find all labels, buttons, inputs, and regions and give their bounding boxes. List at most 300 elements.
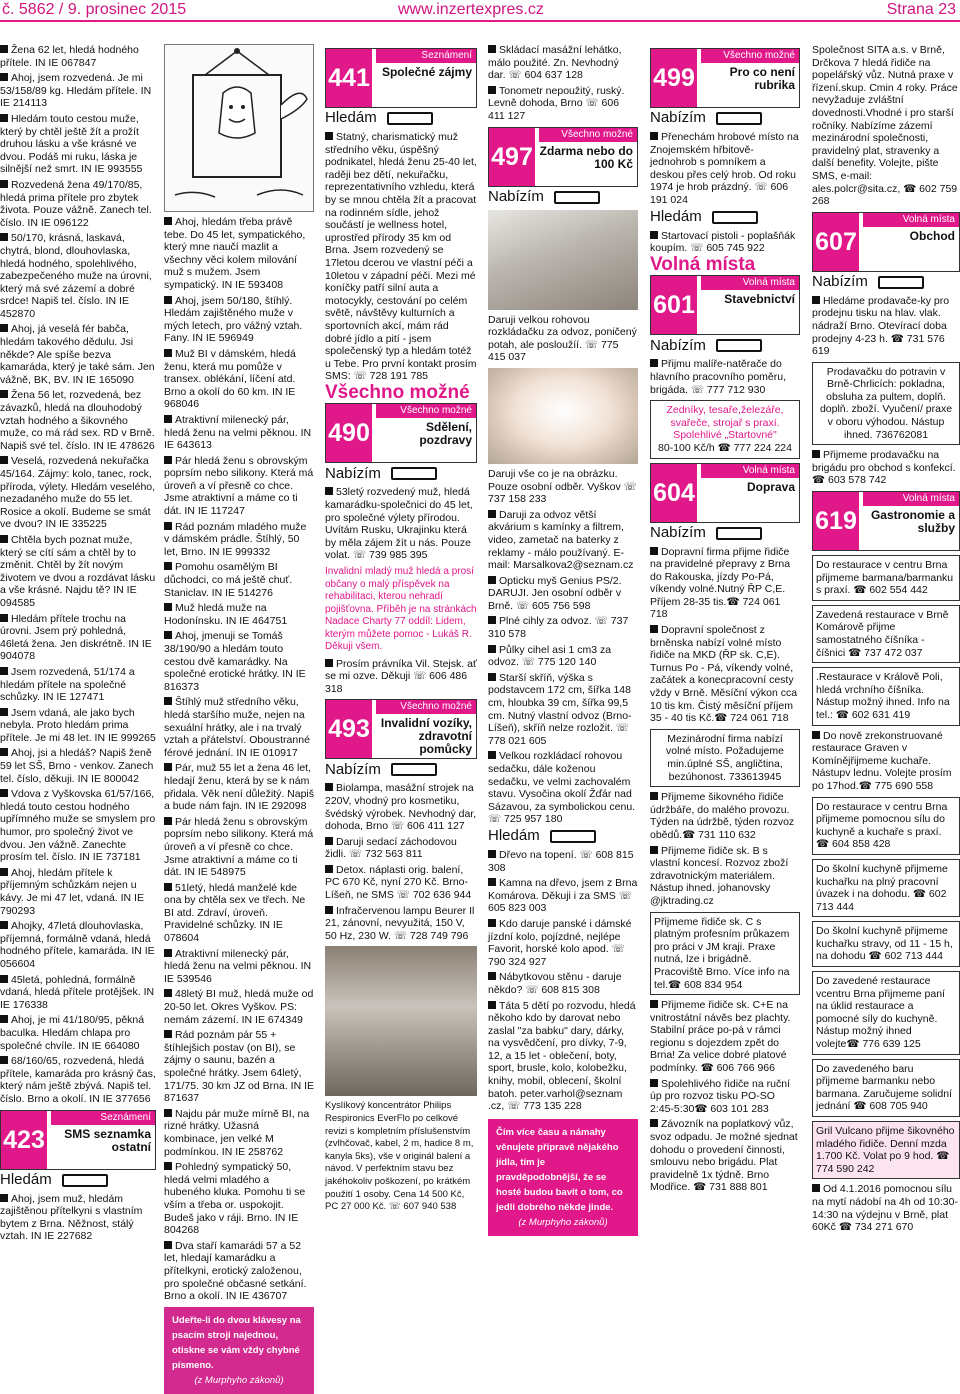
hledam-label: Hledám xyxy=(0,1174,156,1187)
bullet-square-icon xyxy=(488,751,496,759)
nabizim-label: Nabízím xyxy=(325,763,477,776)
column-3 xyxy=(325,44,477,1324)
ad-line: Spolehlivé „Startovné" xyxy=(673,429,777,442)
page-header xyxy=(0,0,960,22)
bullet-square-icon xyxy=(0,1056,8,1064)
boxed-ad xyxy=(650,400,800,458)
ad-text: Ahoj, jsi a hledáš? Napiš ženě 59 let SŠ, Brno - venkov. Zanech tel. číslo, děkuji. IN IE 800042 xyxy=(0,747,154,785)
quote-source: (z Murphyho zákonů) xyxy=(194,1374,284,1386)
bullet-square-icon xyxy=(164,562,172,570)
ad-text: Závozník na poplatkový vůz, svoz odpadu. Je možné sjednat dohodu o provedení činnosti, smlouvu nebo brigádu. Plat pravidelně 1x týdně. Brno Modřice. ☎ 731 888 801 xyxy=(650,1118,798,1194)
bullet-square-icon xyxy=(325,865,333,873)
ad-text: Jsem rozvedená, 51/174 a hledám přítele na společné schůzky. IN IE 127471 xyxy=(0,665,135,704)
site-url[interactable]: www.inzertexpres.cz xyxy=(398,1,544,18)
bullet-square-icon xyxy=(164,1241,172,1249)
ad-item xyxy=(325,864,477,902)
ad-text: Veselá, rozvedená nekuřačka 45/164. Zájmy: kolo, tanec, rock, příroda, výlety. Hledám veselého, nezadaného muže do 55 let. Rosice a okolí. Budeme se smát ve dvou? IN IE 335225 xyxy=(0,455,156,531)
plate-photo xyxy=(488,368,638,464)
bullet-square-icon xyxy=(0,114,8,122)
category-number: 493 xyxy=(326,700,372,758)
bullet-square-icon xyxy=(164,631,172,639)
ad-item xyxy=(488,971,638,996)
ad-item: Hledáme prodavače-ky pro prodejnu tisku na hlav. vlak. nádraží Brno. Otevírací doba prodejny 4-23 h. ☎ 731 576 619 xyxy=(812,294,950,358)
category-604 xyxy=(650,463,800,523)
ad-line: Zedníky, tesaře,železáře, svařeče, strojař s praxí. xyxy=(666,404,784,429)
bullet-square-icon xyxy=(164,1109,172,1117)
photo-caption: Kyslíkový koncentrátor Philips Respironics EverFlo po celkové revizi s kompletním příslušenstvím (zvlhčovač, kabel, 2 m, hadice 8 m, kanyla 5ks), vše v originál balení a návod. V perfektním stavu bez jakéhokoliv poškození, po krátkém použití 1 osoby. Cena 14 500 Kč, PC 27 000 Kč. ☏ 607 940 538 xyxy=(325,1100,474,1213)
bullet-square-icon xyxy=(650,132,658,140)
hledam-label: Hledám xyxy=(325,112,477,125)
ad-text: Pár hledá ženu s obrovským poprsím nebo silikony. Která má úroveň a ví přesně co chce. Jsme atraktivní a máme co ti dát. IN IE 117247 xyxy=(164,454,314,518)
ad-text: Ahoj, jmenuji se Tomáš 38/190/90 a hledám touto cestou dvě kamarádky. Na společné erotické hrátky. IN IE 816373 xyxy=(164,630,306,693)
hledam-label: Hledám xyxy=(650,211,800,224)
ad-line: 80-100 Kč/h ☎ 777 224 224 xyxy=(658,441,792,454)
ad-item xyxy=(164,1108,314,1158)
category-number: 490 xyxy=(326,404,372,462)
bullet-square-icon xyxy=(488,645,496,653)
ad-item xyxy=(0,920,156,970)
ad-text: Muž hledá muže na Hodonínsku. IN IE 464751 xyxy=(164,602,288,627)
nabizim-label: Nabízím xyxy=(650,112,800,125)
ad-item xyxy=(0,232,156,320)
ad-item xyxy=(488,644,638,669)
ad-item xyxy=(650,791,800,841)
ad-item xyxy=(488,575,638,613)
bullet-square-icon xyxy=(650,792,658,800)
ad-text: Kdo daruje panské i dámské jízdní kolo, pojízdné, nejlépe Favorit, horské kolo apod. ☏ 790 324 927 xyxy=(488,917,632,968)
bullet-square-icon xyxy=(325,906,333,914)
ad-item xyxy=(488,849,638,874)
category-name: Zdarma nebo do 100 Kč xyxy=(539,143,633,171)
bullet-square-icon xyxy=(0,73,8,81)
bullet-square-icon xyxy=(0,748,8,756)
bullet-square-icon xyxy=(488,45,496,53)
ad-item xyxy=(0,113,156,176)
boxed-ad: Přijmeme řidiče sk. C s platným profesním průkazem pro práci v JM kraji. Praxe nutná, lze i brigádně. Pracoviště Brno. Více info na tel.☎ 608 834 954 xyxy=(650,912,800,996)
category-number: 441 xyxy=(326,49,372,107)
bullet-square-icon xyxy=(488,616,496,624)
ad-text: Pomohu osamělým BI důchodci, co má ještě chuť. Staniclav. IN IE 514276 xyxy=(164,561,293,599)
ad-item xyxy=(164,630,314,693)
ad-text: Detox. náplasti orig. balení, PC 670 Kč, nyní 270 Kč. Brno-Líšeň, ne SMS ☏ 702 636 944 xyxy=(325,863,472,902)
bullet-square-icon xyxy=(164,603,172,611)
arrow-right-icon xyxy=(554,191,600,204)
ad-text: Rád poznám mladého muže v dámském prádle. Štíhlý, 50 let, Brno. IN IE 999332 xyxy=(164,520,307,558)
ad-item xyxy=(650,131,800,207)
ad-item xyxy=(0,1014,156,1052)
category-group: Seznámení xyxy=(51,1111,155,1125)
bullet-square-icon xyxy=(164,817,172,825)
ad-item xyxy=(0,747,156,785)
bullet-square-icon xyxy=(0,708,8,716)
ad-text: Velkou rozkládací rohovou sedačku, dále koženou sedačku, ve velmi zachovalém stavu. Vysočina okolí Žďár nad Sázavou, za symbolickou cenu. ☏ 725 957 180 xyxy=(488,750,636,826)
category-group: Volná místa xyxy=(701,276,799,290)
ad-item xyxy=(164,696,314,759)
section-heading: Všechno možné xyxy=(325,381,470,403)
bullet-square-icon xyxy=(164,883,172,891)
category-name: Obchod xyxy=(909,228,955,243)
bullet-square-icon xyxy=(325,783,333,791)
ad-item xyxy=(0,974,156,1012)
arrow-left-icon xyxy=(387,112,433,125)
category-601 xyxy=(650,275,800,335)
bullet-square-icon xyxy=(164,217,172,225)
category-number: 607 xyxy=(813,213,859,271)
arrow-right-icon xyxy=(391,467,437,480)
category-name: SMS seznamka ostatní xyxy=(64,1126,151,1154)
category-607 xyxy=(812,212,960,272)
ad-text: 45letá, pohledná, formálně vdaná, hledá přítele protějšek. IN IE 176338 xyxy=(0,973,155,1011)
bullet-square-icon xyxy=(0,868,8,876)
category-name: Invalidní vozíky, zdravotní pomůcky xyxy=(380,716,472,757)
bullet-square-icon xyxy=(164,1162,172,1170)
ad-text: Hledám přítele trochu na úrovni. Jsem prý pohledná, 46letá žena. Jen diskrétně. IN IE 904078 xyxy=(0,612,152,663)
bullet-square-icon xyxy=(650,1000,658,1008)
ad-text: Opticku myš Genius PS/2. DARUJI. Jen osobní odběr v Brně. ☏ 605 756 598 xyxy=(488,574,622,612)
ad-text: Přijmeme šikovného řidiče údržbáře, do malého provozu. Týden na údržbě, týden rozvoz obědů.☎ 731 110 632 xyxy=(650,791,795,841)
murphy-quote-box xyxy=(164,1307,314,1394)
ad-text: Spolehlivého řidiče na ruční úp pro rozvoz tisku PO-SO 2:45-5:30☎ 603 101 283 xyxy=(650,1077,790,1115)
cartoon-icon xyxy=(165,45,313,211)
ad-item xyxy=(0,788,156,864)
category-name: Doprava xyxy=(746,479,795,494)
ad-text: Daruji sedací záchodovou židli. ☏ 732 563 811 xyxy=(325,835,457,861)
bullet-square-icon xyxy=(650,625,658,633)
photo-caption: Daruji vše co je na obrázku. Pouze osobní odběr. Vyškov ☏ 737 158 233 xyxy=(488,467,637,506)
category-group: Všechno možné xyxy=(376,404,476,418)
ad-item xyxy=(650,1118,800,1194)
category-group: Všechno možné xyxy=(539,128,637,142)
bullet-square-icon xyxy=(0,456,8,464)
ad-item xyxy=(0,389,156,452)
ad-item xyxy=(325,782,477,832)
category-499 xyxy=(650,48,800,108)
bullet-square-icon xyxy=(488,86,496,94)
bullet-square-icon xyxy=(0,667,8,675)
ad-text: Ahoj, jsem 50/180, štíhlý. Hledám zajištěného muže v mých letech, pro vážný vztah. Fany. IN IE 596949 xyxy=(164,294,303,345)
bullet-square-icon xyxy=(0,180,8,188)
ad-text: Pohledný sympatický 50, hledá velmi mladého a hubeného kluka. Pomohu ti se vším a třeba or. uspokojit. Budeš jako v ráji. Brno. IN IE 804268 xyxy=(164,1161,306,1237)
category-number: 497 xyxy=(489,128,535,186)
ad-item: Prosím právníka Vil. Stejsk. ať se mi ozve. Děkuji ☏ 606 486 318 xyxy=(325,657,477,695)
ad-text: Ahoj, já veselá fér babča, hledám takového dědulu. Jsi někde? Ale spíše bezva kamaráda, který je také sám. Jen vážně, BK, BV. IN IE 165090 xyxy=(0,323,155,386)
column-4 xyxy=(488,44,638,1324)
category-name: Stavebnictví xyxy=(724,292,795,307)
bullet-square-icon xyxy=(0,921,8,929)
bullet-square-icon xyxy=(164,522,172,530)
bullet-square-icon xyxy=(650,846,658,854)
arrow-left-icon xyxy=(550,830,596,843)
bullet-square-icon xyxy=(325,837,333,845)
ad-item xyxy=(488,44,638,82)
ad-text: Hledám touto cestou muže, který by chtěl ještě žít a prožít druhou lásku a vše krásné ve dvou. Podáš mi ruku, láska je silnější než smrt. IN IE 993555 xyxy=(0,112,143,176)
bullet-square-icon xyxy=(164,1030,172,1038)
page-number: Strana 23 xyxy=(886,1,956,18)
ad-item xyxy=(488,85,638,123)
ad-item xyxy=(164,1240,314,1303)
ad-item xyxy=(0,455,156,531)
quote-source: (z Murphyho zákonů) xyxy=(518,1216,608,1228)
ad-item: Startovací pistoli - poplašňák koupím. ☏ 605 745 922 xyxy=(650,229,796,255)
category-group: Seznámení xyxy=(376,49,476,63)
bullet-square-icon xyxy=(0,45,8,53)
ad-text: Přijmeme řidiče sk. B s vlastní koncesí. Rozvoz zboží zdravotnickým materiálem. Nástup ihned. johanovsky @jktrading.cz xyxy=(650,844,789,907)
bullet-square-icon xyxy=(0,789,8,797)
category-441 xyxy=(325,48,477,108)
ad-item xyxy=(650,624,800,725)
bullet-square-icon xyxy=(0,233,8,241)
ad-text: 68/160/65, rozvedená, hledá přítele, kamaráda pro krásný čas, který nám ještě zbývá. Napiš tel. číslo. Brno a okolí. IN IE 377656 xyxy=(0,1055,156,1105)
bullet-square-icon xyxy=(0,390,8,398)
bullet-square-icon xyxy=(650,547,658,555)
category-number: 601 xyxy=(651,276,697,334)
ad-item xyxy=(0,666,156,704)
bullet-square-icon xyxy=(164,949,172,957)
ad-text: Žena 62 let, hledá hodného přítele. IN IE 067847 xyxy=(0,44,139,69)
ad-item xyxy=(0,44,156,69)
bullet-square-icon xyxy=(164,296,172,304)
ad-item xyxy=(164,948,314,986)
bullet-square-icon xyxy=(325,132,333,140)
ad-item xyxy=(164,521,314,559)
ad-text: Skládací masážní lehátko, málo použité. Zn. Nevhodný dar. ☏ 604 637 128 xyxy=(488,44,622,82)
boxed-ad: Mezinárodní firma nabízí volné místo. Požadujeme min.úplné SŠ, angličtina, bezúhonost. 733613945 xyxy=(650,729,800,787)
bullet-square-icon xyxy=(0,975,8,983)
ad-item xyxy=(164,348,314,411)
ad-item xyxy=(650,999,800,1075)
nabizim-label: Nabízím xyxy=(650,339,800,352)
ad-item: Ahoj, jsem muž, hledám zajištěnou přítelkyni s vlastním bytem z Brna. Něžnost, stálý vztah. IN IE 227682 xyxy=(0,1192,143,1243)
boxed-ad: Gril Vulcano přijme šikovného mladého řidiče. Denní mzda 1.700 Kč. Volat po 9 hod. ☎ 774 590 242 xyxy=(812,1121,960,1179)
ad-text: 51letý, hledá manželé kde ona by chtěla sex ve třech. Ne BI atd. Zdraví, úroveň. Pravidelné schůzky. IN IE 078604 xyxy=(164,881,306,945)
bullet-square-icon xyxy=(0,324,8,332)
ad-text: Plné cihly za odvoz. ☏ 737 310 578 xyxy=(488,615,629,641)
issue-number: č. 5862 / 9. prosinec 2015 xyxy=(2,1,187,18)
category-619 xyxy=(812,491,960,551)
ad-item xyxy=(164,602,314,627)
quote-text: Udeřte-li do dvou klávesy na psacím stroji najednou, otiskne se vám vždy chybné písmeno. xyxy=(172,1314,301,1371)
ad-item xyxy=(164,414,314,452)
boxed-ad: .Restaurace v Králově Poli, hledá vrchního číšníka. Nástup možný ihned. Info na tel.: ☎ 602 631 419 xyxy=(812,667,960,725)
category-group: Volná místa xyxy=(701,464,799,478)
bullet-square-icon xyxy=(0,1015,8,1023)
ad-text: Rád poznám pár 55 + štíhlejšich postav (on BI), se zájmy o saunu, bazén a společné hrátky. Jsem 64letý, 171/75. 30 km JZ od Brna. IN IE 871637 xyxy=(164,1029,314,1105)
ad-text: Starší skříň, výška s podstavcem 172 cm, šířka 148 cm, hloubka 39 cm, šířka 99,5 cm. Nutný vlastní odvoz (Brno-Líšeň), skříň nelze rozložit. ☏ 778 021 605 xyxy=(488,671,632,747)
ad-text: Ahoj, jsem rozvedená. Je mi 53/158/89 kg. Hledám přítele. IN IE 214113 xyxy=(0,72,152,110)
hledam-label: Hledám xyxy=(488,830,638,843)
ad-item xyxy=(0,1055,156,1105)
bullet-square-icon xyxy=(488,576,496,584)
category-group: Volná místa xyxy=(863,213,959,227)
ad-item xyxy=(0,179,156,229)
nabizim-label: Nabízím xyxy=(650,527,800,540)
ad-text: Dva staří kamarádi 57 a 52 let, hledají kamarádku a přítelkyni, erotický založenou, pro společné občasné setkání. Brno a okolí. IN IE 436707 xyxy=(164,1239,307,1303)
arrow-right-icon xyxy=(716,112,762,125)
ad-text: Daruji za odvoz větší akvárium s kamínky a filtrem, video, zametač na baterky z reklamy - málo používaný. E-mail: Marsalkova2@seznam.cz xyxy=(488,508,634,572)
ad-item xyxy=(488,750,638,826)
bullet-square-icon xyxy=(488,919,496,927)
bullet-square-icon xyxy=(488,878,496,886)
ad-text: Biolampa, masážní strojek na 220V, vhodný pro kosmetiku, švédský výrobek. Nevhodný dar, dohoda, Brno ☏ 606 411 127 xyxy=(325,782,477,833)
boxed-ad: Do restaurace v centru Brna přijmeme barmana/barmanku s praxí. ☎ 602 554 442 xyxy=(812,555,960,601)
ad-text: Kamna na dřevo, jsem z Brna Komárova. Děkuji i za SMS ☏ 605 823 003 xyxy=(488,877,638,915)
category-group: Volná místa xyxy=(863,492,959,506)
category-group: Všechno možné xyxy=(701,49,799,63)
ad-item xyxy=(488,672,638,748)
ad-item xyxy=(488,877,638,915)
category-name: Gastronomie a služby xyxy=(870,508,955,536)
ad-item: Do nově zrekonstruované restaurace Graven v Komínějřijmeme kuchaře. Nástupv lednu. Volejte prosím po 17hod.☎ 775 690 558 xyxy=(812,729,952,792)
ad-item xyxy=(164,816,314,879)
bullet-square-icon xyxy=(488,510,496,518)
ad-item xyxy=(0,613,156,663)
ad-text: Vdova z Vyškovska 61/57/166, hledá touto cestou hodného upřímného muže se smyslem pro humor, pro společný život ve dvou. Jen vážně. Zanechte prosím tel. číslo. IN IE 737181 xyxy=(0,788,156,864)
arrow-right-icon xyxy=(716,527,762,540)
photo-caption: Daruji velkou rohovou rozkládačku za odvoz, poničený potah, ale posloužíí. ☏ 775 415 037 xyxy=(488,313,637,364)
category-number: 619 xyxy=(813,492,859,550)
category-group: Všechno možné xyxy=(376,700,476,714)
ad-text: Ahojky, 47letá dlouhovlaska, příjemná, formálně vdaná, hledá hodného přítele, kamaráda. IN IE 056604 xyxy=(0,920,155,970)
ad-text: Půlky cihel asi 1 cm3 za odvoz. ☏ 775 120 140 xyxy=(488,643,612,669)
ad-text: Přenechám hrobové místo na Znojemském hřbitově-jednohrob s pomníkem a deskou přes celý hrob. Od roku 1974 je hrob prázdný. ☏ 606 191 024 xyxy=(650,131,799,206)
ad-item xyxy=(488,509,638,572)
ad-item xyxy=(325,836,477,861)
ad-item xyxy=(164,762,314,812)
ad-text: 48letý BI muž, hledá muže od 20-50 let. Okres Vyškov. PS: nemám zázemí. IN IE 674349 xyxy=(164,988,314,1026)
arrow-left-icon xyxy=(62,1174,108,1187)
arrow-right-icon xyxy=(391,763,437,776)
murphy-quote-box xyxy=(488,1119,638,1236)
ad-text: Přijmeme řidiče sk. C+E na vnitrostátní návěs bez plachty. Stabilní práce po-pá v rámci regionu s dojezdem zpět do Brna! Za velice dobré platové podmínky. ☎ 606 766 966 xyxy=(650,999,791,1075)
ad-text: Ahoj, hledám přítele k příjemným schůzkám nejen u kávy. Je mi 47 let, vdaná. IN IE 790293 xyxy=(0,866,144,917)
bullet-square-icon xyxy=(650,1119,658,1127)
boxed-ad: Prodavačku do potravin v Brně-Chrlicích: pokladna, obsluha za pultem, doplň. doplň. zboží. Vyučení/ praxe v oboru výhodou. Nástup ihned. 736762081 xyxy=(812,362,960,446)
ad-text: Dopravní společnost z brněnska nabízí volné místo řidiče na MKD (ŘP sk. C,E). Turnus Po - Pá, víkendy volné, začátek a konecpracovní cesty vždy v Brně. Měsíční výkon cca 10 tis km. Čistý měsíční příjem 35 - 40 tis Kč.☎ 724 061 718 xyxy=(650,624,798,725)
ad-text: Infračervenou lampu Beurer Il 21, zánovní, nevyužitá, 150 V, 50 Hz, 230 W. ☏ 728 749 796 xyxy=(325,904,475,942)
bullet-square-icon xyxy=(488,1001,496,1009)
category-name: Společné zájmy xyxy=(381,65,472,79)
arrow-right-icon xyxy=(716,339,762,352)
bullet-square-icon xyxy=(488,972,496,980)
ad-item: Od 4.1.2016 pomocnou sílu na mytí nádobí na 4h od 10:30-14:30 na výdejnu v Brně, plat 60Kč ☎ 734 271 670 xyxy=(812,1183,958,1234)
bullet-square-icon xyxy=(164,415,172,423)
ad-text: Ahoj, hledám třeba právě tebe. Do 45 let, sympatického, který mne naučí mazlit a všechny věci kolem milování muž s mužem. Jsem sympatický. IN IE 593408 xyxy=(164,216,306,291)
ad-text: Najdu pár muže mírně BI, na rizné hrátky. Užasná kombinace, jen velké M podmínkou. IN IE 258762 xyxy=(164,1107,310,1158)
bullet-square-icon xyxy=(488,673,496,681)
category-497 xyxy=(488,127,638,187)
boxed-ad: Do školní kuchyně přijmeme kuchařku na plný pracovní úvazek i na dohodu. ☎ 602 713 444 xyxy=(812,859,960,917)
ad-item xyxy=(164,295,314,345)
ad-item xyxy=(164,216,314,292)
ad-text: Muž BI v dámském, hledá ženu, která mu pomůže v transex. oblékání, líčení atd. Brno a okolí do 60 km. IN IE 968046 xyxy=(164,347,296,411)
sofa-photo xyxy=(488,210,638,310)
nabizim-label: Nabízím xyxy=(812,276,960,289)
ad-item xyxy=(325,905,477,943)
nabizim-label: Nabízím xyxy=(325,467,477,480)
bullet-square-icon xyxy=(164,763,172,771)
boxed-ad: Do školní kuchyně přijmeme kuchařku stravy, od 11 - 15 h, na dohodu ☎ 602 713 444 xyxy=(812,921,960,967)
bullet-square-icon xyxy=(650,1079,658,1087)
category-number: 499 xyxy=(651,49,697,107)
ad-text: Atraktivní milenecký pár, hledá ženu na velmi pěknou. IN IE 539546 xyxy=(164,947,312,985)
ad-item: 53letý rozvedený muž, hledá kamarádku-společnici do 45 let, pro společné výlety přírodou. Uvítám Rusku, Ukrajinku která by měla zájem žít u nás. Pouze volat. ☏ 739 985 395 xyxy=(325,486,473,562)
ad-item xyxy=(488,918,638,968)
boxed-ad: Zavedená restaurace v Brně Komárově přijme samostatného číšníka - číšnici ☎ 737 472 037 xyxy=(812,605,960,663)
ad-text: Dopravní firma přijme řidiče na pravidelné přepravy z Brna do Rakouska, jízdy Po-Pá, víkendy volné.Nutný ŘP C,E. Příjem 28-35 tis.☎ 724 061 718 xyxy=(650,545,791,621)
arrow-right-icon xyxy=(878,276,924,289)
ad-item: Přijmu malíře-natěrače do hlavního pracovního poměru, brigáda. ☏ 777 712 930 xyxy=(650,358,787,396)
ad-item xyxy=(164,1161,314,1237)
ad-text: Rozvedená žena 49/170/85, hledá prima přítele pro zbytek života. Pouze vážně. Zanech tel. číslo. IN IE 096122 xyxy=(0,178,152,229)
ad-text: Žena 56 let, rozvedená, bez závazků, hledá na dlouhodobý vztah hodného a šikovného muže, co má rád sex. RD v Brně. Napiš své tel. číslo. IN IE 478626 xyxy=(0,389,155,452)
ad-item xyxy=(488,615,638,640)
category-number: 423 xyxy=(1,1111,47,1169)
bullet-square-icon xyxy=(0,614,8,622)
ad-text: Nábytkovou stěnu - daruje někdo? ☏ 608 815 308 xyxy=(488,971,622,996)
section-heading: Volná místa xyxy=(650,253,756,275)
ad-text: Chtěla bych poznat muže, který se cítí sám a chtěl by to změnit. Chtěl by žít novým životem ve dvou a rozdávat lásku a vše krásné. Najdu tě? IN IE 094585 xyxy=(0,533,156,609)
bullet-square-icon xyxy=(488,850,496,858)
bullet-square-icon xyxy=(164,989,172,997)
arrow-left-icon xyxy=(712,211,758,224)
ad-item xyxy=(488,1000,638,1113)
ad-text: Táta 5 dětí po rozvodu, hledá někoho kdo by darovat nebo zaslal "za babku" dary, dárky, na vysvědčení, pro dívky, 7-9, 12, a 15 let - oblečení, boty, sport, brusle, kolo, kolobežku, knihy, mobil, oblecení, školní batoh. peter.varhol@seznam .cz, ☏ 773 135 228 xyxy=(488,999,636,1113)
ad-text: Tonometr nepoužitý, ruský. Levně dohoda, Brno ☏ 606 411 127 xyxy=(488,84,625,122)
ad-item xyxy=(0,867,156,917)
ad-item xyxy=(164,455,314,518)
ad-item xyxy=(164,988,314,1026)
bullet-square-icon xyxy=(164,697,172,705)
bullet-square-icon xyxy=(164,349,172,357)
boxed-ad: Do zavedeného baru přijmeme barmanku nebo barmana. Zaručujeme solidní jednání ☎ 608 705 940 xyxy=(812,1059,960,1117)
ad-item xyxy=(164,882,314,945)
nabizim-label: Nabízím xyxy=(488,191,638,204)
boxed-ad: Do restaurace v centru Brna přijmeme pomocnou sílu do kuchyně a kuchaře s praxí. ☎ 604 858 428 xyxy=(812,797,960,855)
ad-text: Dřevo na topení. ☏ 608 815 308 xyxy=(488,848,634,874)
column-6 xyxy=(812,44,960,1324)
charity-notice: Invalidní mladý muž hledá a prosí občany o malý příspěvek na rehabilitaci, kterou nehradí pojišťovna. Příběh je na stránkách Nadace Charty 77 oddíl: Lidem, kterým můžete pomoc - Lukáš R. Děkuji všem. xyxy=(325,566,477,653)
ad-item xyxy=(0,72,156,110)
category-name: Pro co není rubrika xyxy=(729,65,795,92)
ad-text: Štíhlý muž středního věku, hledá staršího muže, nejen na sexuální hrátky, ale i na trvalý vztah a přátelství. Oboustranné férové jednání. IN IE 010917 xyxy=(164,696,310,759)
oxygen-concentrator-photo xyxy=(325,946,477,1096)
ad-item xyxy=(0,534,156,610)
bullet-square-icon xyxy=(164,456,172,464)
cartoon-illustration xyxy=(164,44,314,212)
ad-text: Statný, charismatický muž středního věku, úspěšný podnikatel, hledá ženu 25-40 let, raději bez dětí, nekuřačku, reprezentativního vzhledu, která by se mnou chtěla žít a pracovat na rodinném sídle, jehož součástí je wellness hotel, uprostřed přírody 35 km od Brna. Jsem rozvedený se 17letou dcerou ve vlastní péči a 10letou v západní péči. Mezi mé koníčky patří silní auta a motocykly, cestování po celém světě, návštěvy kulturních a sportovních akcí, mám rád dobré jídlo a pití - jsem společenský typ a hledám totéž u Tebe. Pro první kontakt prosím SMS: ☏ 728 191 785 xyxy=(325,131,477,383)
ad-text: Pár hledá ženu s obrovským poprsím nebo silikony. Která má úroveň a ví přesně co chce. Jsme atraktivní a máme co ti dát. IN IE 548975 xyxy=(164,815,314,879)
ad-item xyxy=(325,131,477,383)
column-5 xyxy=(650,44,800,1324)
ad-text: Ahoj, je mi 41/180/95, pěkná baculka. Hledám chlapa pro společné chvíle. IN IE 664080 xyxy=(0,1014,145,1052)
column-1 xyxy=(0,44,156,1324)
category-490 xyxy=(325,403,477,463)
column-2 xyxy=(164,44,314,1386)
ad-item xyxy=(164,561,314,599)
ad-item: Přijmeme prodavačku na brigádu pro obchod s konfekcí. ☎ 603 578 742 xyxy=(812,449,956,487)
ad-item xyxy=(0,707,156,745)
quote-text: Čím více času a námahy věnujete přípravě nějakého jídla, tím je pravděpodobnější, že se hosté budou bavit o tom, co jedli dobrého někde jinde. xyxy=(496,1126,623,1213)
ad-item: Společnost SITA a.s. v Brně, Drčkova 7 hledá řidiče na popelářský vůz. Nutná praxe v řízení.skup. Cmin 4 roky. Práce nevyžaduje zvláštní dovednosti.Vhodné i pro starší ročníky. Nabízíme zázemí mezinárodní společnosti, pravidelný plat, stravenky a další benefity. Volejte, pište SMS, e-mail: ales.polcr@sita.cz, ☎ 602 759 268 xyxy=(812,44,958,208)
category-423 xyxy=(0,1110,156,1170)
category-number: 604 xyxy=(651,464,697,522)
ad-text: Atraktivní milenecký pár, hledá ženu na velmi pěknou. IN IE 643613 xyxy=(164,413,312,452)
ad-item xyxy=(650,845,800,908)
bullet-square-icon xyxy=(0,535,8,543)
ad-item xyxy=(164,1029,314,1105)
boxed-ad: Do zavedené restaurace vcentru Brna přijmeme paní na úklid restaurace a pomocné síly do kuchyně. Nástup možný ihned volejte☎ 776 639 125 xyxy=(812,971,960,1055)
ad-item xyxy=(650,1078,800,1116)
